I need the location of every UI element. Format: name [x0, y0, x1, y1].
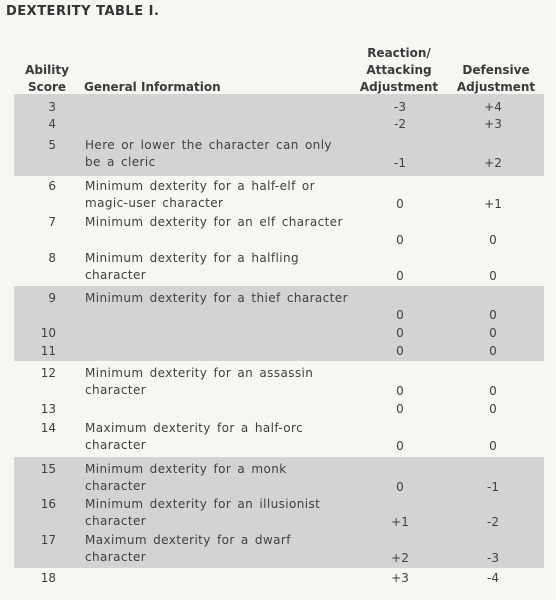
ability-score-cell: 16	[40, 497, 56, 511]
ability-score-cell: 4	[48, 117, 56, 131]
reaction-adjustment-cell: 0	[396, 197, 404, 211]
reaction-adjustment-cell: -1	[394, 156, 406, 170]
header-ability-score: Ability Score	[25, 63, 69, 94]
ability-score-cell: 13	[40, 402, 56, 416]
defensive-adjustment-cell: -1	[487, 480, 499, 494]
header-reaction-attacking-adjustment: Reaction/ Attacking Adjustment	[359, 46, 439, 94]
ability-score-cell: 14	[40, 421, 56, 435]
general-information-cell: Minimum dexterity for a halfling character	[85, 251, 299, 282]
ability-score-cell: 3	[48, 100, 56, 114]
reaction-adjustment-cell: 0	[396, 402, 404, 416]
reaction-adjustment-cell: 0	[396, 480, 404, 494]
defensive-adjustment-cell: -4	[487, 571, 499, 585]
header-general-information: General Information	[84, 80, 221, 94]
header-defensive-adjustment: Defensive Adjustment	[456, 63, 536, 94]
general-information-cell: Here or lower the character can only be a cleric	[85, 138, 332, 169]
general-information-cell: Minimum dexterity for a thief character	[85, 291, 348, 305]
defensive-adjustment-cell: +4	[484, 100, 502, 114]
reaction-adjustment-cell: +2	[391, 551, 409, 565]
defensive-adjustment-cell: 0	[489, 402, 497, 416]
reaction-adjustment-cell: 0	[396, 269, 404, 283]
ability-score-cell: 10	[40, 326, 56, 340]
ability-score-cell: 6	[48, 179, 56, 193]
ability-score-cell: 18	[40, 571, 56, 585]
ability-score-cell: 15	[40, 462, 56, 476]
defensive-adjustment-cell: 0	[489, 233, 497, 247]
general-information-cell: Minimum dexterity for a half-elf or magic-user character	[85, 179, 315, 210]
defensive-adjustment-cell: -2	[487, 515, 499, 529]
ability-score-cell: 5	[48, 138, 56, 152]
table-title: DEXTERITY TABLE I.	[6, 4, 160, 19]
reaction-adjustment-cell: 0	[396, 439, 404, 453]
defensive-adjustment-cell: 0	[489, 439, 497, 453]
general-information-cell: Minimum dexterity for an elf character	[85, 215, 343, 229]
ability-score-cell: 9	[48, 291, 56, 305]
ability-score-cell: 7	[48, 215, 56, 229]
reaction-adjustment-cell: +1	[391, 515, 409, 529]
defensive-adjustment-cell: 0	[489, 308, 497, 322]
reaction-adjustment-cell: 0	[396, 308, 404, 322]
reaction-adjustment-cell: 0	[396, 233, 404, 247]
defensive-adjustment-cell: 0	[489, 269, 497, 283]
ability-score-cell: 17	[40, 533, 56, 547]
ability-score-cell: 8	[48, 251, 56, 265]
defensive-adjustment-cell: +2	[484, 156, 502, 170]
ability-score-cell: 12	[40, 366, 56, 380]
general-information-cell: Minimum dexterity for a monk character	[85, 462, 287, 493]
reaction-adjustment-cell: -2	[394, 117, 406, 131]
defensive-adjustment-cell: 0	[489, 326, 497, 340]
reaction-adjustment-cell: +3	[391, 571, 409, 585]
reaction-adjustment-cell: -3	[394, 100, 406, 114]
defensive-adjustment-cell: +3	[484, 117, 502, 131]
reaction-adjustment-cell: 0	[396, 384, 404, 398]
reaction-adjustment-cell: 0	[396, 326, 404, 340]
general-information-cell: Maximum dexterity for a dwarf character	[85, 533, 291, 564]
general-information-cell: Minimum dexterity for an assassin character	[85, 366, 314, 397]
general-information-cell: Maximum dexterity for a half-orc character	[85, 421, 304, 452]
general-information-cell: Minimum dexterity for an illusionist character	[85, 497, 321, 528]
defensive-adjustment-cell: 0	[489, 344, 497, 358]
defensive-adjustment-cell: -3	[487, 551, 499, 565]
ability-score-cell: 11	[40, 344, 56, 358]
defensive-adjustment-cell: +1	[484, 197, 502, 211]
reaction-adjustment-cell: 0	[396, 344, 404, 358]
defensive-adjustment-cell: 0	[489, 384, 497, 398]
